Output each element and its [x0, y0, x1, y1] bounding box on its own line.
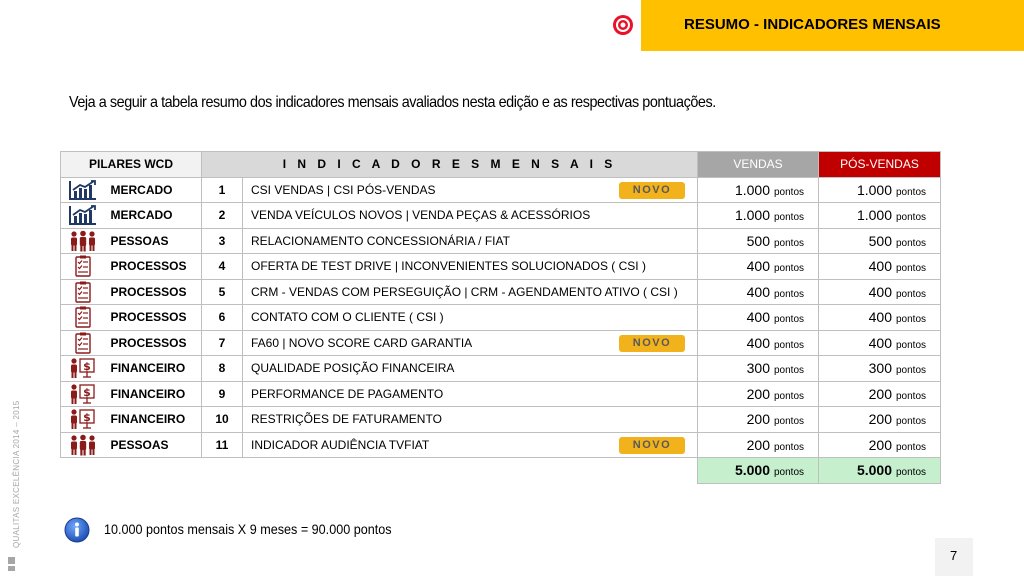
points-unit: pontos — [896, 263, 927, 275]
indicators-table — [60, 151, 941, 484]
indicator-description — [243, 279, 698, 305]
checklist-icon — [61, 279, 105, 305]
table-row — [61, 177, 941, 203]
points-unit: pontos — [774, 237, 805, 249]
indicator-description — [243, 177, 698, 203]
pilar-label: PROCESSOS — [105, 330, 202, 356]
svg-text:$: $ — [82, 385, 91, 399]
svg-text:$: $ — [82, 411, 91, 425]
vendas-points — [698, 203, 819, 229]
indicator-number: 8 — [202, 356, 243, 382]
side-mark — [8, 557, 15, 564]
vendas-points — [698, 279, 819, 305]
checklist-icon — [61, 254, 105, 280]
pos-vendas-points — [819, 330, 941, 356]
finance-icon — [61, 356, 105, 382]
pos-vendas-points — [819, 407, 941, 433]
pos-vendas-total — [819, 458, 941, 484]
pilar-label: PROCESSOS — [105, 279, 202, 305]
totals-spacer — [61, 458, 698, 484]
points-unit: pontos — [896, 237, 927, 249]
indicator-number: 10 — [202, 407, 243, 433]
indicator-text: CONTATO COM O CLIENTE ( CSI ) — [251, 310, 444, 325]
pos-vendas-points — [819, 203, 941, 229]
indicator-text: RESTRIÇÕES DE FATURAMENTO — [251, 412, 442, 427]
table-row — [61, 330, 941, 356]
points-value: 400 — [746, 334, 770, 351]
points-unit: pontos — [896, 186, 927, 198]
footer-summary: 10.000 pontos mensais X 9 meses = 90.000 pontos — [104, 521, 392, 537]
points-unit: pontos — [774, 212, 805, 224]
indicator-number: 4 — [202, 254, 243, 280]
indicator-text: CSI VENDAS | CSI PÓS-VENDAS — [251, 182, 436, 197]
indicator-number: 11 — [202, 432, 243, 458]
points-value: 400 — [746, 309, 770, 326]
header-indicadores: I N D I C A D O R E S M E N S A I S — [202, 152, 698, 178]
header-vendas: VENDAS — [698, 152, 819, 178]
side-brand-text: QUALITAS EXCELÊNCIA 2014 – 2015 — [12, 400, 21, 548]
checklist-icon — [61, 305, 105, 331]
intro-text: Veja a seguir a tabela resumo dos indicadores mensais avaliados nesta edição e as respectivas pontuações. — [69, 94, 716, 111]
pos-vendas-points — [819, 228, 941, 254]
chart-icon — [61, 177, 105, 203]
indicator-description — [243, 356, 698, 382]
indicator-text: PERFORMANCE DE PAGAMENTO — [251, 386, 444, 401]
table-row — [61, 381, 941, 407]
pilar-label: PROCESSOS — [105, 254, 202, 280]
table-row — [61, 407, 941, 433]
indicator-description — [243, 407, 698, 433]
table-row — [61, 254, 941, 280]
indicator-description — [243, 254, 698, 280]
vendas-total — [698, 458, 819, 484]
totals-row — [61, 458, 941, 484]
points-value: 300 — [746, 360, 770, 377]
points-unit: pontos — [896, 288, 927, 300]
indicator-text: CRM - VENDAS COM PERSEGUIÇÃO | CRM - AGENDAMENTO ATIVO ( CSI ) — [251, 284, 678, 299]
points-value: 500 — [868, 232, 892, 249]
points-unit: pontos — [896, 339, 927, 351]
novo-badge: NOVO — [619, 437, 685, 454]
vendas-points — [698, 432, 819, 458]
pos-vendas-points — [819, 432, 941, 458]
points-unit: pontos — [774, 339, 805, 351]
table-row — [61, 356, 941, 382]
points-value: 200 — [868, 385, 892, 402]
points-value: 200 — [868, 411, 892, 428]
points-unit: pontos — [774, 186, 805, 198]
indicator-number: 7 — [202, 330, 243, 356]
points-value: 200 — [868, 436, 892, 453]
points-value: 400 — [868, 309, 892, 326]
indicator-number: 1 — [202, 177, 243, 203]
indicator-number: 5 — [202, 279, 243, 305]
indicator-number: 9 — [202, 381, 243, 407]
people-icon — [61, 228, 105, 254]
points-value: 1.000 — [856, 207, 892, 224]
header-pos-vendas: PÓS-VENDAS — [819, 152, 941, 178]
points-unit: pontos — [774, 365, 805, 377]
table-row — [61, 279, 941, 305]
points-unit: pontos — [896, 314, 927, 326]
points-value: 5.000 — [734, 462, 770, 479]
indicator-number: 3 — [202, 228, 243, 254]
pilar-label: FINANCEIRO — [105, 356, 202, 382]
points-unit: pontos — [774, 288, 805, 300]
points-value: 400 — [868, 283, 892, 300]
vendas-points — [698, 254, 819, 280]
points-unit: pontos — [774, 467, 805, 479]
points-value: 400 — [868, 334, 892, 351]
points-value: 400 — [746, 283, 770, 300]
points-unit: pontos — [896, 467, 927, 479]
checklist-icon — [61, 330, 105, 356]
pilar-label: FINANCEIRO — [105, 407, 202, 433]
table-row — [61, 432, 941, 458]
pos-vendas-points — [819, 279, 941, 305]
vendas-points — [698, 381, 819, 407]
indicator-text: VENDA VEÍCULOS NOVOS | VENDA PEÇAS & ACESSÓRIOS — [251, 208, 591, 223]
finance-icon — [61, 381, 105, 407]
points-value: 200 — [746, 385, 770, 402]
points-unit: pontos — [896, 416, 927, 428]
points-unit: pontos — [774, 314, 805, 326]
pos-vendas-points — [819, 356, 941, 382]
pilar-label: FINANCEIRO — [105, 381, 202, 407]
indicator-description — [243, 305, 698, 331]
points-value: 400 — [868, 258, 892, 275]
pos-vendas-points — [819, 177, 941, 203]
people-icon — [61, 432, 105, 458]
novo-badge: NOVO — [619, 182, 685, 199]
novo-badge: NOVO — [619, 335, 685, 352]
table-header-row — [61, 152, 941, 178]
points-unit: pontos — [896, 441, 927, 453]
points-value: 5.000 — [856, 462, 892, 479]
info-icon — [64, 517, 90, 543]
pilar-label: PROCESSOS — [105, 305, 202, 331]
points-unit: pontos — [896, 365, 927, 377]
pos-vendas-points — [819, 305, 941, 331]
points-unit: pontos — [774, 263, 805, 275]
points-value: 1.000 — [856, 181, 892, 198]
pilar-label: MERCADO — [105, 177, 202, 203]
indicator-description — [243, 381, 698, 407]
indicator-description — [243, 330, 698, 356]
chart-icon — [61, 203, 105, 229]
header-pilares: PILARES WCD — [61, 152, 202, 178]
indicator-text: OFERTA DE TEST DRIVE | INCONVENIENTES SOLUCIONADOS ( CSI ) — [251, 259, 646, 274]
indicator-text: FA60 | NOVO SCORE CARD GARANTIA — [251, 335, 473, 350]
target-icon — [612, 14, 634, 36]
indicator-description — [243, 203, 698, 229]
points-unit: pontos — [896, 212, 927, 224]
pilar-label: PESSOAS — [105, 432, 202, 458]
page-title: RESUMO - INDICADORES MENSAIS — [684, 16, 941, 33]
pos-vendas-points — [819, 254, 941, 280]
vendas-points — [698, 356, 819, 382]
finance-icon — [61, 407, 105, 433]
table-row — [61, 228, 941, 254]
page-number: 7 — [950, 548, 958, 563]
indicator-description — [243, 432, 698, 458]
points-value: 200 — [746, 436, 770, 453]
table-row — [61, 203, 941, 229]
points-unit: pontos — [774, 416, 805, 428]
vendas-points — [698, 407, 819, 433]
indicator-text: RELACIONAMENTO CONCESSIONÁRIA / FIAT — [251, 233, 510, 248]
points-value: 200 — [746, 411, 770, 428]
points-value: 1.000 — [734, 181, 770, 198]
pilar-label: PESSOAS — [105, 228, 202, 254]
indicator-text: INDICADOR AUDIÊNCIA TVFIAT — [251, 437, 430, 452]
table-row — [61, 305, 941, 331]
vendas-points — [698, 330, 819, 356]
indicator-number: 2 — [202, 203, 243, 229]
points-unit: pontos — [774, 441, 805, 453]
indicator-description — [243, 228, 698, 254]
points-value: 500 — [746, 232, 770, 249]
vendas-points — [698, 228, 819, 254]
points-value: 400 — [746, 258, 770, 275]
side-mark — [8, 566, 15, 571]
vendas-points — [698, 177, 819, 203]
pilar-label: MERCADO — [105, 203, 202, 229]
indicator-text: QUALIDADE POSIÇÃO FINANCEIRA — [251, 361, 455, 376]
points-unit: pontos — [774, 390, 805, 402]
svg-text:$: $ — [82, 360, 91, 374]
pos-vendas-points — [819, 381, 941, 407]
vendas-points — [698, 305, 819, 331]
points-unit: pontos — [896, 390, 927, 402]
points-value: 1.000 — [734, 207, 770, 224]
points-value: 300 — [868, 360, 892, 377]
indicator-number: 6 — [202, 305, 243, 331]
